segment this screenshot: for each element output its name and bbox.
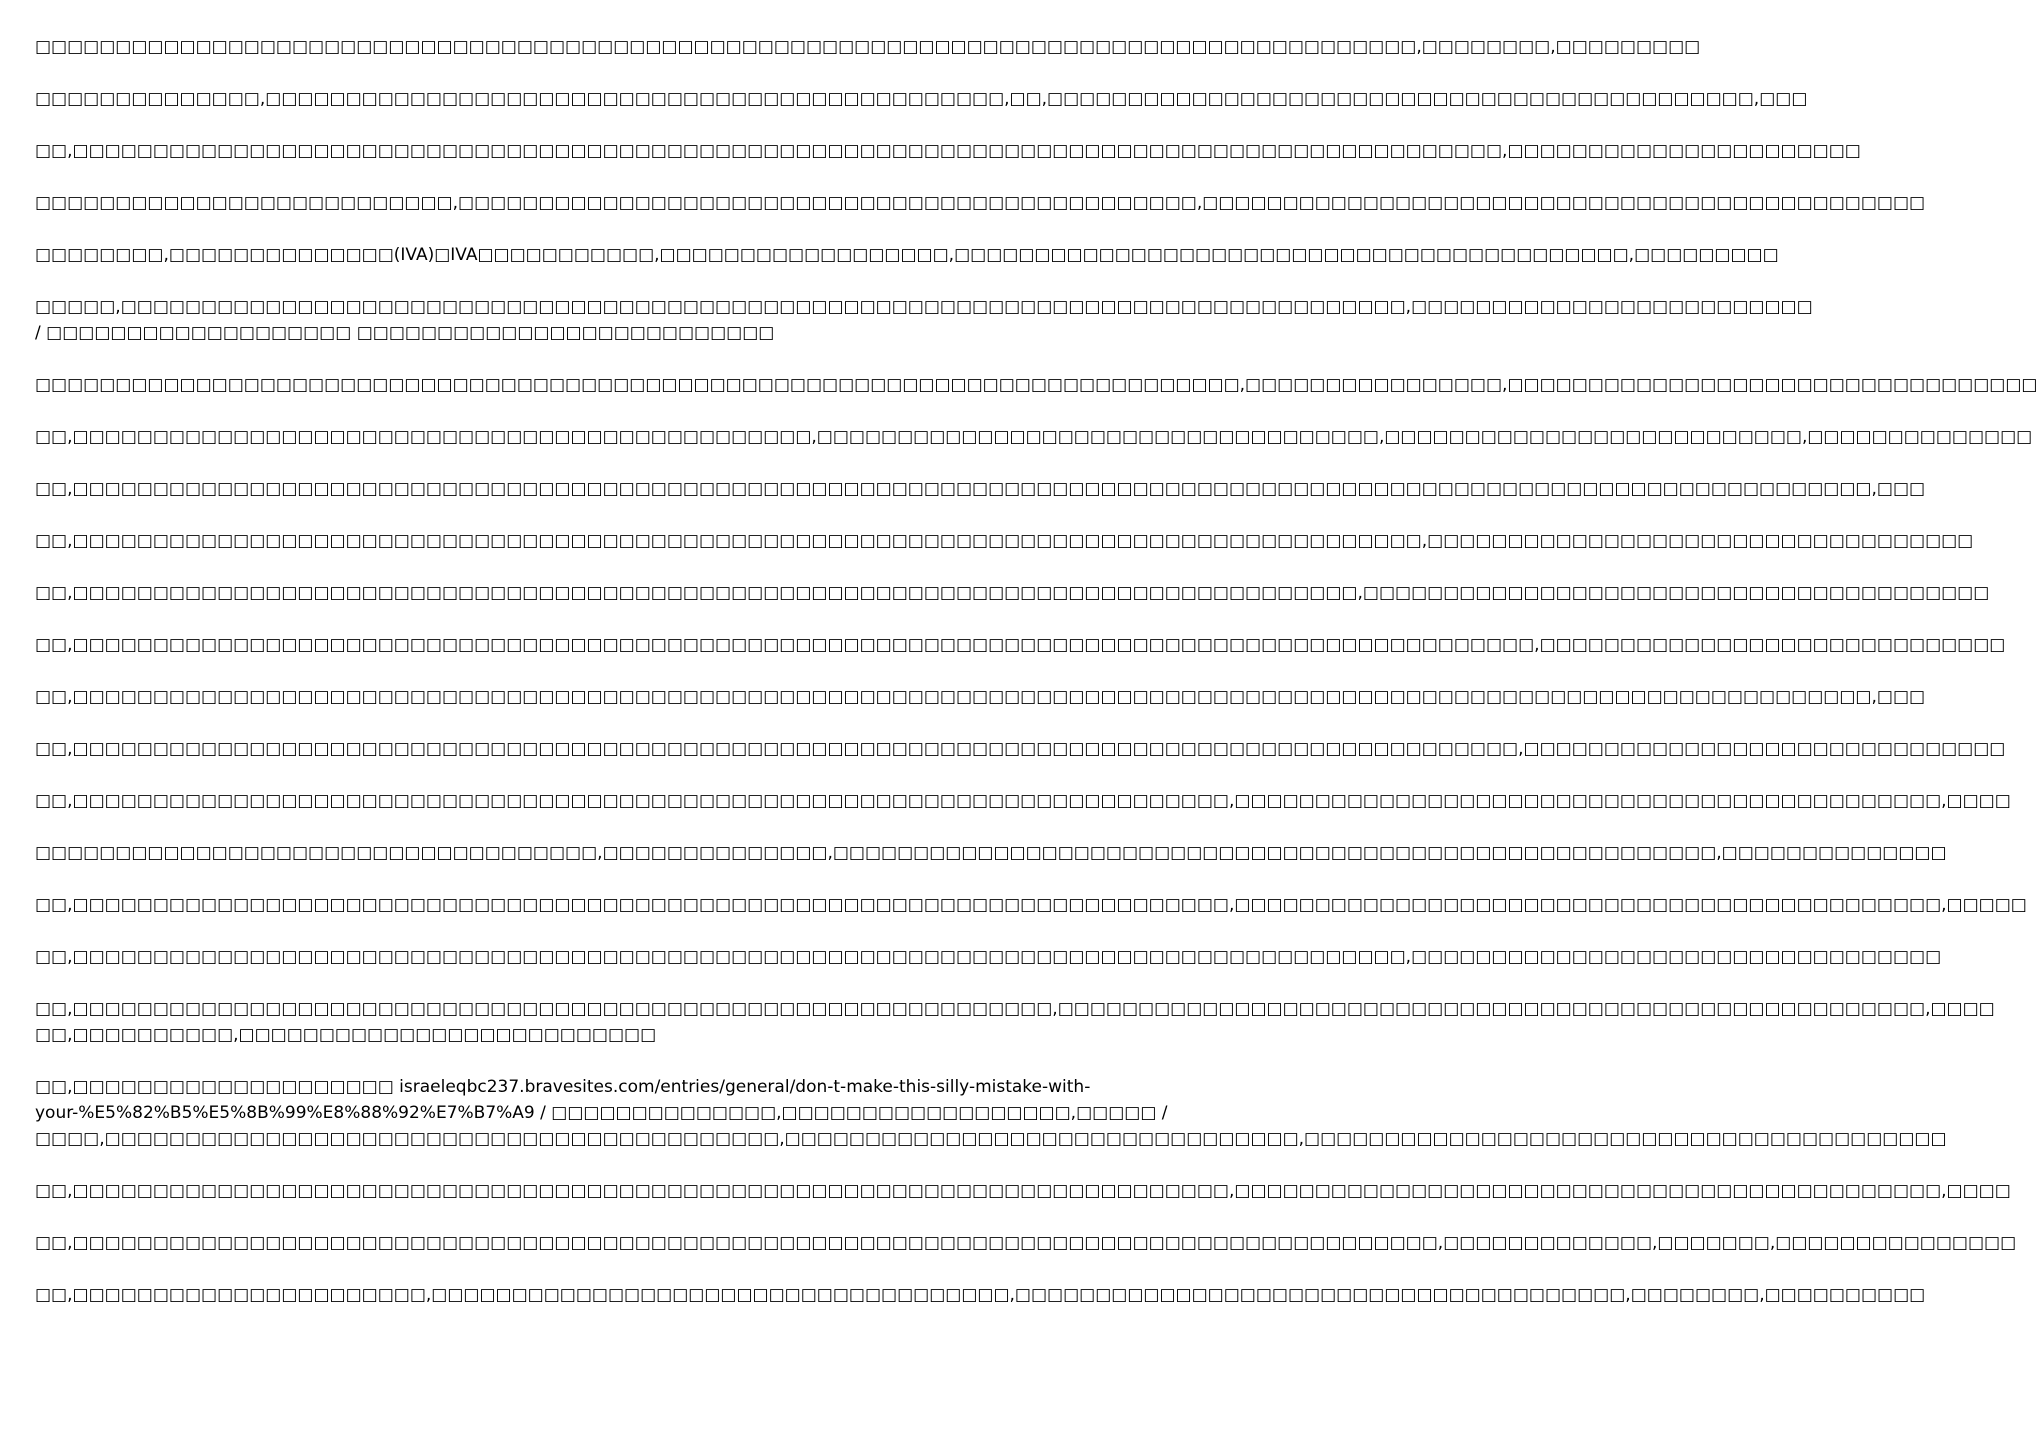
paragraph-10: □□,□□□□□□□□□□□□□□□□□□□□□□□□□□□□□□□□□□□□□□□□□□□□□□□□□□□□□□□□□□□□□□□□□□□□□□□□□□□□□□□□□□□□,□□□□□□□□□□□□□□□□□□□□□□□□□□□□□□□□□□ [35, 531, 1974, 551]
paragraph-4: □□□□□□□□□□□□□□□□□□□□□□□□□□,□□□□□□□□□□□□□□□□□□□□□□□□□□□□□□□□□□□□□□□□□□□□□□,□□□□□□□□□□□□□□□□□□□□□□□□□□□□□□□□□□□□□□□□□□□□□ [35, 193, 1926, 213]
paragraph-16: □□□□□□□□□□□□□□□□□□□□□□□□□□□□□□□□□□□,□□□□□□□□□□□□□□,□□□□□□□□□□□□□□□□□□□□□□□□□□□□□□□□□□□□□□□□□□□□□□□□□□□□□□□,□□□□□□□□□□□□□□ [35, 843, 1947, 863]
paragraph-17: □□,□□□□□□□□□□□□□□□□□□□□□□□□□□□□□□□□□□□□□□□□□□□□□□□□□□□□□□□□□□□□□□□□□□□□□□□□,□□□□□□□□□□□□□□□□□□□□□□□□□□□□□□□□□□□□□□□□□□□□,□□□□□ [35, 895, 2027, 915]
paragraph-20-line-1: □□,□□□□□□□□□□□□□□□□□□□□ israeleqbc237.bravesites.com/entries/general/don-t-make-this-silly-mistake-with- [35, 1077, 1091, 1097]
paragraph-5: □□□□□□□□,□□□□□□□□□□□□□□(IVA)□IVA□□□□□□□□□□□,□□□□□□□□□□□□□□□□□□,□□□□□□□□□□□□□□□□□□□□□□□□□□□□□□□□□□□□□□□□□□,□□□□□□□□□ [35, 245, 1779, 265]
paragraph-11: □□,□□□□□□□□□□□□□□□□□□□□□□□□□□□□□□□□□□□□□□□□□□□□□□□□□□□□□□□□□□□□□□□□□□□□□□□□□□□□□□□□,□□□□□□□□□□□□□□□□□□□□□□□□□□□□□□□□□□□□□□□ [35, 583, 1990, 603]
paragraph-20-line-3: □□□□,□□□□□□□□□□□□□□□□□□□□□□□□□□□□□□□□□□□□□□□□□□,□□□□□□□□□□□□□□□□□□□□□□□□□□□□□□□□,□□□□□□□□□□□□□□□□□□□□□□□□□□□□□□□□□□□□□□□□ [35, 1129, 1947, 1149]
document-page [35, 34, 2038, 1334]
paragraph-19-line-2: □□,□□□□□□□□□□,□□□□□□□□□□□□□□□□□□□□□□□□□□ [35, 1025, 657, 1045]
paragraph-7: □□□□□□□□□□□□□□□□□□□□□□□□□□□□□□□□□□□□□□□□□□□□□□□□□□□□□□□□□□□□□□□□□□□□□□□□□□□,□□□□□□□□□□□□□□□□,□□□□□□□□□□□□□□□□□□□□□□□□□□□□□□□□□ [35, 375, 2038, 395]
paragraph-13: □□,□□□□□□□□□□□□□□□□□□□□□□□□□□□□□□□□□□□□□□□□□□□□□□□□□□□□□□□□□□□□□□□□□□□□□□□□□□□□□□□□□□□□□□□□□□□□□□□□□□□□□□□□□□□□□□□□,□□□ [35, 687, 1926, 707]
paragraph-6 [35, 294, 1813, 346]
paragraph-20-line-2: your-%E5%82%B5%E5%8B%99%E8%88%92%E7%B7%A9 / □□□□□□□□□□□□□□,□□□□□□□□□□□□□□□□□□,□□□□□ / [35, 1103, 1168, 1123]
paragraph-15: □□,□□□□□□□□□□□□□□□□□□□□□□□□□□□□□□□□□□□□□□□□□□□□□□□□□□□□□□□□□□□□□□□□□□□□□□□□,□□□□□□□□□□□□□□□□□□□□□□□□□□□□□□□□□□□□□□□□□□□□,□□□□ [35, 791, 2011, 811]
paragraph-12: □□,□□□□□□□□□□□□□□□□□□□□□□□□□□□□□□□□□□□□□□□□□□□□□□□□□□□□□□□□□□□□□□□□□□□□□□□□□□□□□□□□□□□□□□□□□□□,□□□□□□□□□□□□□□□□□□□□□□□□□□□□□ [35, 635, 2006, 655]
paragraph-8: □□,□□□□□□□□□□□□□□□□□□□□□□□□□□□□□□□□□□□□□□□□□□□□□□,□□□□□□□□□□□□□□□□□□□□□□□□□□□□□□□□□□□,□□□□□□□□□□□□□□□□□□□□□□□□□□,□□□□□□□□□□□□□□ [35, 427, 2033, 447]
paragraph-9: □□,□□□□□□□□□□□□□□□□□□□□□□□□□□□□□□□□□□□□□□□□□□□□□□□□□□□□□□□□□□□□□□□□□□□□□□□□□□□□□□□□□□□□□□□□□□□□□□□□□□□□□□□□□□□□□□□□,□□□ [35, 479, 1926, 499]
paragraph-21: □□,□□□□□□□□□□□□□□□□□□□□□□□□□□□□□□□□□□□□□□□□□□□□□□□□□□□□□□□□□□□□□□□□□□□□□□□□,□□□□□□□□□□□□□□□□□□□□□□□□□□□□□□□□□□□□□□□□□□□□,□□□□ [35, 1181, 2011, 1201]
paragraph-19 [35, 996, 1995, 1048]
paragraph-19-line-1: □□,□□□□□□□□□□□□□□□□□□□□□□□□□□□□□□□□□□□□□□□□□□□□□□□□□□□□□□□□□□□□□,□□□□□□□□□□□□□□□□□□□□□□□□□□□□□□□□□□□□□□□□□□□□□□□□□□□□□□,□□□□ [35, 999, 1995, 1019]
paragraph-2: □□□□□□□□□□□□□□,□□□□□□□□□□□□□□□□□□□□□□□□□□□□□□□□□□□□□□□□□□□□□□,□□,□□□□□□□□□□□□□□□□□□□□□□□□□□□□□□□□□□□□□□□□□□□□,□□□ [35, 89, 1808, 109]
paragraph-22: □□,□□□□□□□□□□□□□□□□□□□□□□□□□□□□□□□□□□□□□□□□□□□□□□□□□□□□□□□□□□□□□□□□□□□□□□□□□□□□□□□□□□□□□,□□□□□□□□□□□□□,□□□□□□□,□□□□□□□□□□□□□□□ [35, 1233, 2017, 1253]
paragraph-20 [35, 1074, 1947, 1152]
paragraph-1: □□□□□□□□□□□□□□□□□□□□□□□□□□□□□□□□□□□□□□□□□□□□□□□□□□□□□□□□□□□□□□□□□□□□□□□□□□□□□□□□□□□□□□,□□□□□□□□,□□□□□□□□□ [35, 37, 1701, 57]
paragraph-18: □□,□□□□□□□□□□□□□□□□□□□□□□□□□□□□□□□□□□□□□□□□□□□□□□□□□□□□□□□□□□□□□□□□□□□□□□□□□□□□□□□□□□□,□□□□□□□□□□□□□□□□□□□□□□□□□□□□□□□□□ [35, 947, 1942, 967]
paragraph-6-line-2: / □□□□□□□□□□□□□□□□□□□ □□□□□□□□□□□□□□□□□□□□□□□□□□ [35, 323, 775, 343]
paragraph-14: □□,□□□□□□□□□□□□□□□□□□□□□□□□□□□□□□□□□□□□□□□□□□□□□□□□□□□□□□□□□□□□□□□□□□□□□□□□□□□□□□□□□□□□□□□□□□,□□□□□□□□□□□□□□□□□□□□□□□□□□□□□□ [35, 739, 2006, 759]
paragraph-3: □□,□□□□□□□□□□□□□□□□□□□□□□□□□□□□□□□□□□□□□□□□□□□□□□□□□□□□□□□□□□□□□□□□□□□□□□□□□□□□□□□□□□□□□□□□□,□□□□□□□□□□□□□□□□□□□□□□ [35, 141, 1861, 161]
paragraph-23: □□,□□□□□□□□□□□□□□□□□□□□□□,□□□□□□□□□□□□□□□□□□□□□□□□□□□□□□□□□□□□,□□□□□□□□□□□□□□□□□□□□□□□□□□□□□□□□□□□□□□,□□□□□□□□,□□□□□□□□□□ [35, 1285, 1926, 1305]
paragraph-6-line-1: □□□□□,□□□□□□□□□□□□□□□□□□□□□□□□□□□□□□□□□□□□□□□□□□□□□□□□□□□□□□□□□□□□□□□□□□□□□□□□□□□□□□□□,□□□□□□□□□□□□□□□□□□□□□□□□□ [35, 297, 1813, 317]
